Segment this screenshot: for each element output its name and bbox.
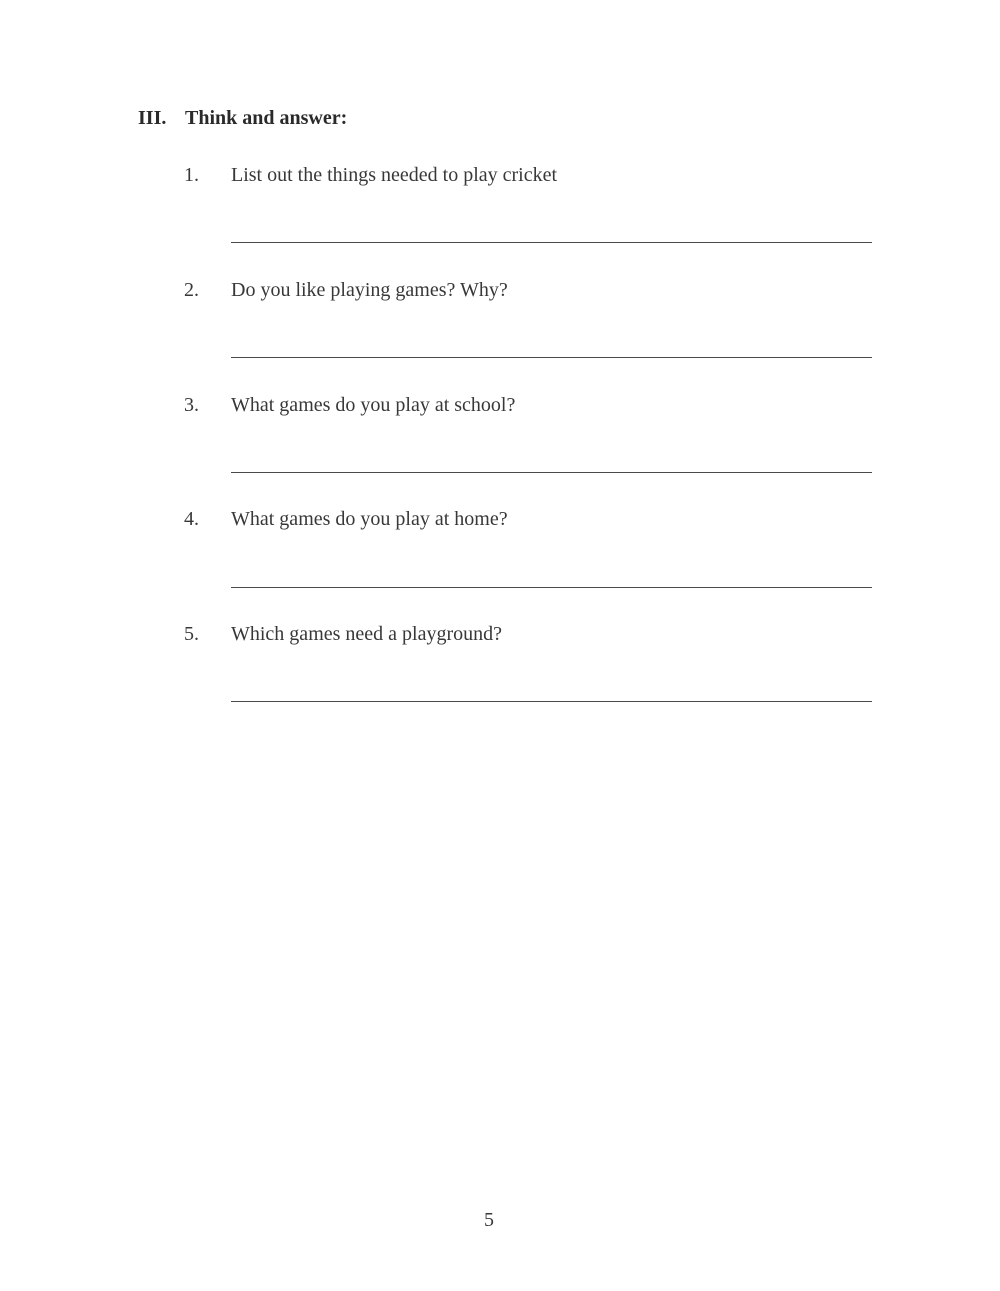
question-number: 4. xyxy=(184,508,199,530)
question-5 xyxy=(184,623,502,646)
question-text: What games do you play at school? xyxy=(231,394,516,416)
question-number: 3. xyxy=(184,394,199,416)
answer-line-5[interactable] xyxy=(231,701,872,702)
question-1 xyxy=(184,164,557,187)
question-number: 5. xyxy=(184,623,199,645)
answer-line-3[interactable] xyxy=(231,472,872,473)
question-3 xyxy=(184,394,515,417)
question-text: List out the things needed to play cricket xyxy=(231,164,558,186)
section-title: Think and answer: xyxy=(185,107,348,129)
section-heading xyxy=(138,107,347,130)
question-number: 2. xyxy=(184,279,199,301)
question-text: Do you like playing games? Why? xyxy=(231,279,508,301)
question-text: What games do you play at home? xyxy=(231,508,508,530)
question-2 xyxy=(184,279,508,302)
section-numeral: III. xyxy=(138,107,167,129)
answer-line-4[interactable] xyxy=(231,587,872,588)
answer-line-1[interactable] xyxy=(231,242,872,243)
question-number: 1. xyxy=(184,164,199,186)
question-4 xyxy=(184,508,508,531)
question-text: Which games need a playground? xyxy=(231,623,503,645)
answer-line-2[interactable] xyxy=(231,357,872,358)
page-number: 5 xyxy=(484,1209,494,1231)
